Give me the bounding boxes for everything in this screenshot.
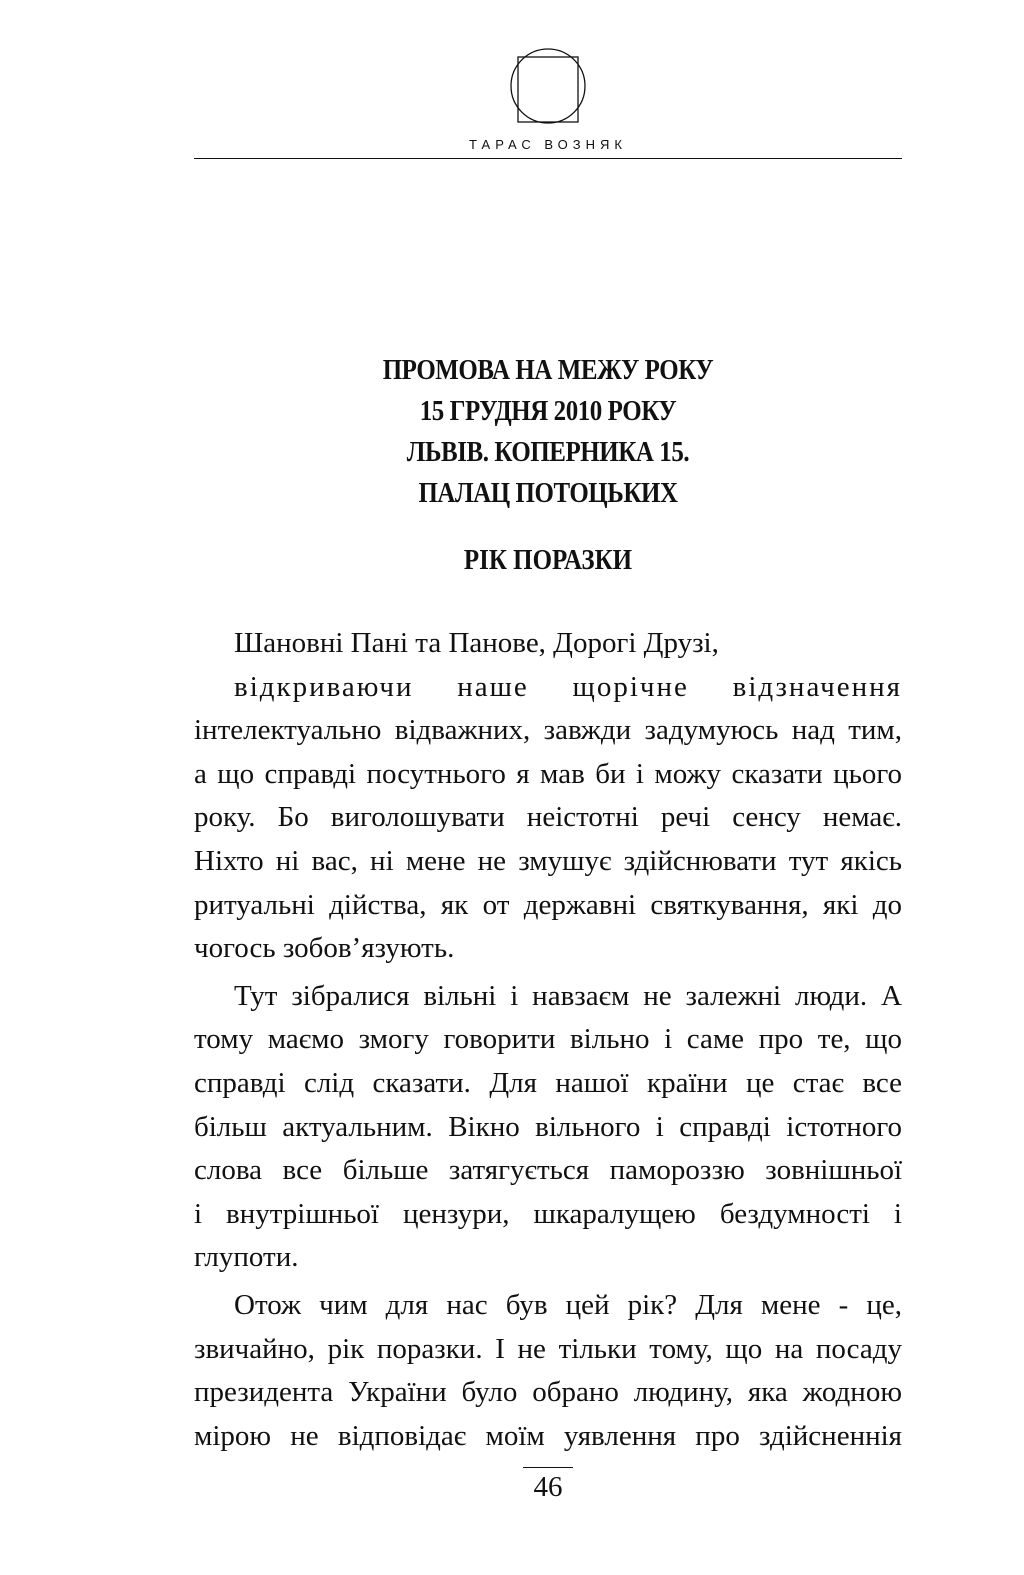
text-line: президента України було обрано людину, яка жодною (194, 1376, 902, 1409)
text-line: більш актуальним. Вікно вільного і справді істотного (194, 1110, 902, 1143)
text-line: чогось зобов’язують. (194, 932, 455, 965)
text-line: ритуальні дійства, як от державні святкування, які до (194, 888, 902, 921)
text-line: Ніхто ні вас, ні мене не змушує здійснювати тут якісь (194, 844, 902, 877)
section-heading: РІК ПОРАЗКИ (463, 544, 633, 576)
paragraph (194, 666, 902, 971)
header-logo-icon (508, 46, 588, 126)
text-line: Шановні Пані та Панове, Дорогі Друзі, (234, 627, 719, 659)
title-line: 15 ГРУДНЯ 2010 РОКУ (419, 395, 677, 427)
text-line: справді слід сказати. Для нашої країни це стає все (194, 1066, 902, 1099)
title-line: ЛЬВІВ. КОПЕРНИКА 15. (406, 436, 690, 468)
text-line: тому маємо змогу говорити вільно і саме про те, що (194, 1023, 902, 1056)
text-line: і внутрішньої цензури, шкаралущею бездумності і (194, 1197, 902, 1230)
running-head-author: ТАРАС ВОЗНЯК (469, 137, 627, 152)
header-divider (194, 158, 902, 159)
paragraph (194, 975, 902, 1280)
text-line: звичайно, рік поразки. І не тільки тому, що на посаду (194, 1332, 902, 1365)
text-line: слова все більше затягується памороззю зовнішньої (194, 1154, 902, 1187)
page-number-rule (523, 1467, 573, 1468)
title-block (194, 350, 902, 514)
title-line: ПАЛАЦ ПОТОЦЬКИХ (418, 477, 678, 509)
page-number: 46 (533, 1471, 563, 1503)
text-line: Тут зібралися вільні і навзаєм не залежні люди. А (234, 979, 902, 1012)
text-line: Отож чим для нас був цей рік? Для мене - це, (234, 1288, 902, 1321)
text-line: року. Бо виголошувати неістотні речі сенсу немає. (194, 801, 902, 834)
title-line: ПРОМОВА НА МЕЖУ РОКУ (382, 354, 714, 386)
text-line: відкриваючи наше щорічне відзначення (234, 670, 902, 703)
text-line: а що справді посутнього я мав би і можу сказати цього (194, 757, 902, 790)
paragraph (194, 1284, 902, 1458)
paragraph (194, 622, 902, 666)
body-text (194, 622, 902, 1462)
text-line: глупоти. (194, 1241, 299, 1274)
text-line: інтелектуально відважних, завжди задумуюсь над тим, (194, 714, 902, 747)
text-line: мірою не відповідає моїм уявлення про здійсненнія (194, 1419, 902, 1452)
